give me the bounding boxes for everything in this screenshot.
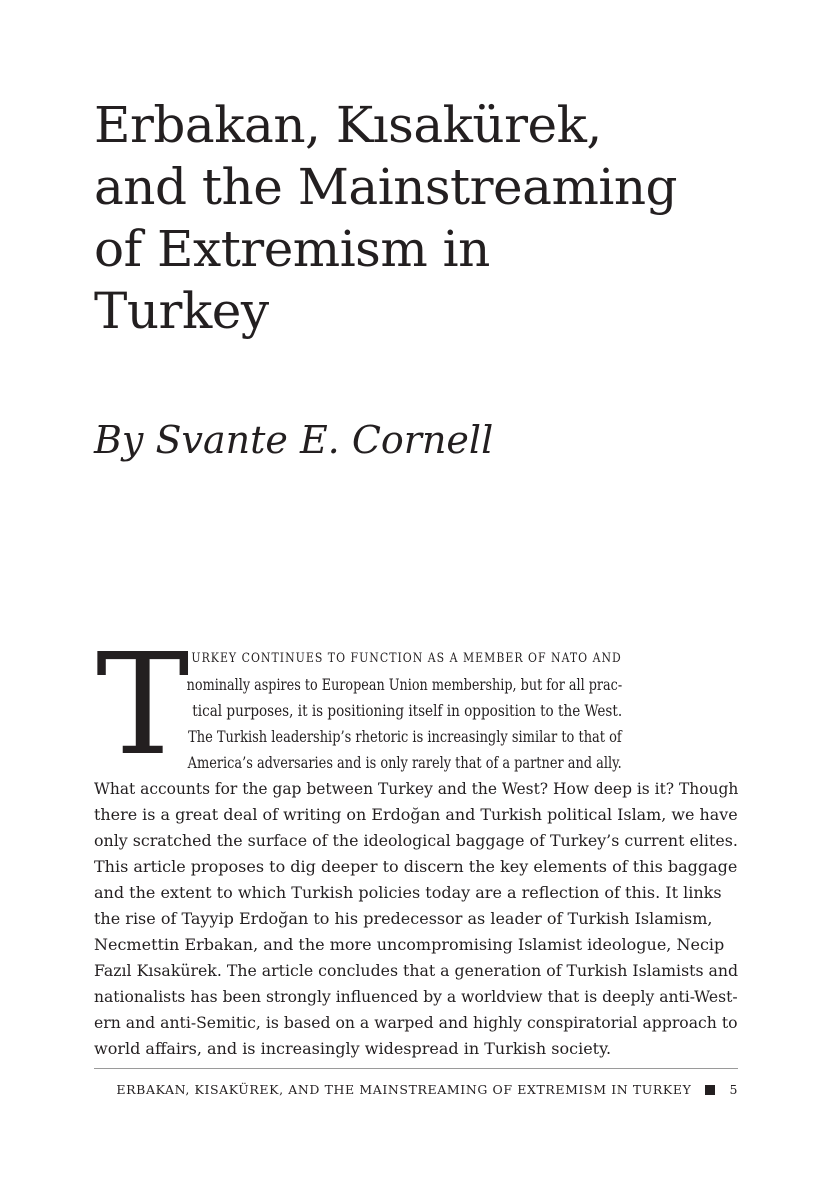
abstract-line: only scratched the surface of the ideological baggage of Turkey’s current elites. (94, 831, 738, 850)
abstract-line: nationalists has been strongly influenced by a worldview that is deeply anti-West- (94, 987, 738, 1006)
running-footer (116, 1082, 738, 1097)
abstract-line: world affairs, and is increasingly widespread in Turkish society. (94, 1039, 612, 1058)
drop-cap: T (96, 624, 190, 787)
abstract-paragraph (94, 646, 738, 1062)
abstract-line: ern and anti-Semitic, is based on a warped and highly conspiratorial approach to (94, 1013, 738, 1032)
running-head-text: ERBAKAN, KISAKÜREK, AND THE MAINSTREAMING OF EXTREMISM IN TURKEY (116, 1082, 692, 1097)
abstract-line: What accounts for the gap between Turkey and the West? How deep is it? Though (94, 779, 739, 798)
footer-divider (94, 1068, 738, 1069)
title-line: Erbakan, Kısakürek, (94, 96, 602, 154)
abstract-line: there is a great deal of writing on Erdoğan and Turkish political Islam, we have (94, 805, 738, 824)
abstract-line: This article proposes to dig deeper to discern the key elements of this baggage (94, 857, 738, 876)
abstract-line: America’s adversaries and is only rarely that of a partner and ally. (187, 753, 622, 772)
author-byline: By Svante E. Cornell (94, 418, 494, 462)
abstract-line: nominally aspires to European Union membership, but for all prac- (186, 675, 623, 694)
abstract-line: The Turkish leadership’s rhetoric is increasingly similar to that of (188, 727, 622, 746)
abstract-line: Fazıl Kısakürek. The article concludes that a generation of Turkish Islamists and (94, 961, 739, 980)
title-line: Turkey (94, 282, 269, 340)
title-line: and the Mainstreaming (94, 158, 678, 216)
abstract-line: tical purposes, it is positioning itself in opposition to the West. (192, 701, 623, 720)
abstract-line: Necmettin Erbakan, and the more uncompromising Islamist ideologue, Necip (94, 935, 725, 954)
abstract-line: the rise of Tayyip Erdoğan to his predecessor as leader of Turkish Islamism, (94, 909, 713, 928)
title-line: of Extremism in (94, 220, 490, 278)
abstract-line: and the extent to which Turkish policies today are a reflection of this. It links (94, 883, 722, 902)
article-title (94, 94, 774, 342)
square-icon (705, 1085, 715, 1095)
page-number: 5 (729, 1082, 738, 1097)
abstract-line: URKEY CONTINUES TO FUNCTION AS A MEMBER OF NATO AND (191, 651, 622, 666)
